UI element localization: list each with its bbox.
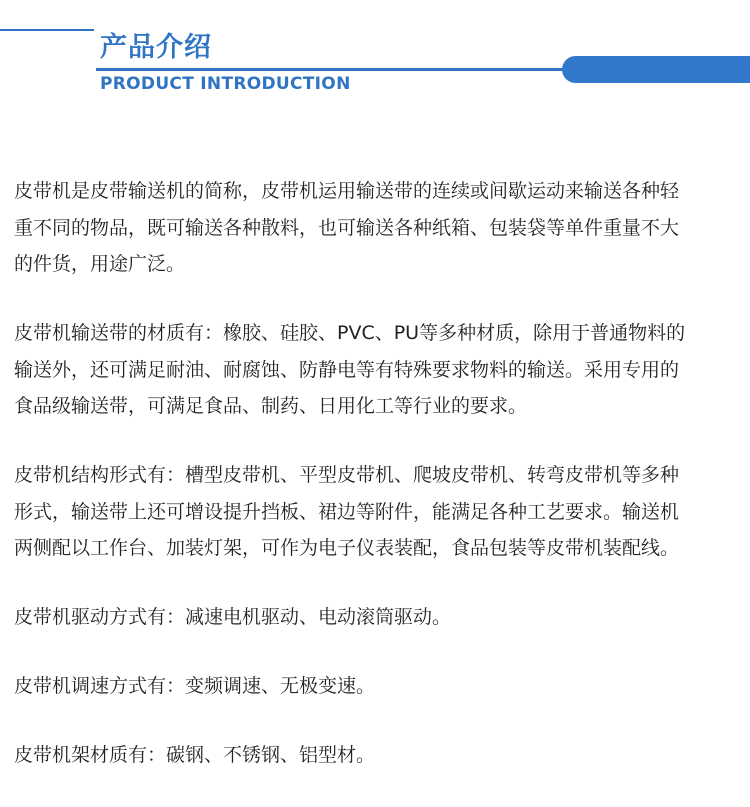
- text-line: 皮带机调速方式有：变频调速、无极变速。: [14, 675, 376, 697]
- header-pill-decoration: [562, 56, 750, 83]
- header-top-line: [0, 29, 94, 31]
- text-line: 食品级输送带，可满足食品、制药、日用化工等行业的要求。: [14, 395, 528, 417]
- paragraph-structure: [14, 457, 742, 567]
- text-line: 的件货，用途广泛。: [14, 253, 186, 275]
- paragraph-belt-material: [14, 315, 742, 425]
- text-line: 皮带机驱动方式有：减速电机驱动、电动滚筒驱动。: [14, 606, 452, 628]
- text-line: 两侧配以工作台、加装灯架，可作为电子仪表装配，食品包装等皮带机装配线。: [14, 537, 680, 559]
- paragraph-drive: [14, 599, 742, 636]
- text-line: 形式，输送带上还可增设提升挡板、裙边等附件，能满足各种工艺要求。输送机: [14, 500, 680, 523]
- text-line: 皮带机输送带的材质有：橡胶、硅胶、PVC、PU等多种材质，除用于普通物料的: [14, 322, 686, 344]
- section-title-cn: 产品介绍: [100, 32, 212, 63]
- product-description: [14, 173, 742, 774]
- paragraph-frame-material: [14, 737, 742, 774]
- paragraph-overview: [14, 173, 742, 283]
- text-line: 输送外，还可满足耐油、耐腐蚀、防静电等有特殊要求物料的输送。采用专用的: [14, 358, 680, 381]
- paragraph-speed-control: [14, 668, 742, 705]
- section-title-en: PRODUCT INTRODUCTION: [100, 74, 351, 94]
- text-line: 皮带机结构形式有：槽型皮带机、平型皮带机、爬坡皮带机、转弯皮带机等多种: [14, 464, 680, 486]
- text-line: 重不同的物品，既可输送各种散料，也可输送各种纸箱、包装袋等单件重量不大: [14, 216, 680, 239]
- text-line: 皮带机是皮带输送机的简称，皮带机运用输送带的连续或间歇运动来输送各种轻: [14, 180, 680, 202]
- section-header: [0, 0, 750, 100]
- header-divider-line: [96, 68, 576, 71]
- text-line: 皮带机架材质有：碳钢、不锈钢、铝型材。: [14, 744, 376, 766]
